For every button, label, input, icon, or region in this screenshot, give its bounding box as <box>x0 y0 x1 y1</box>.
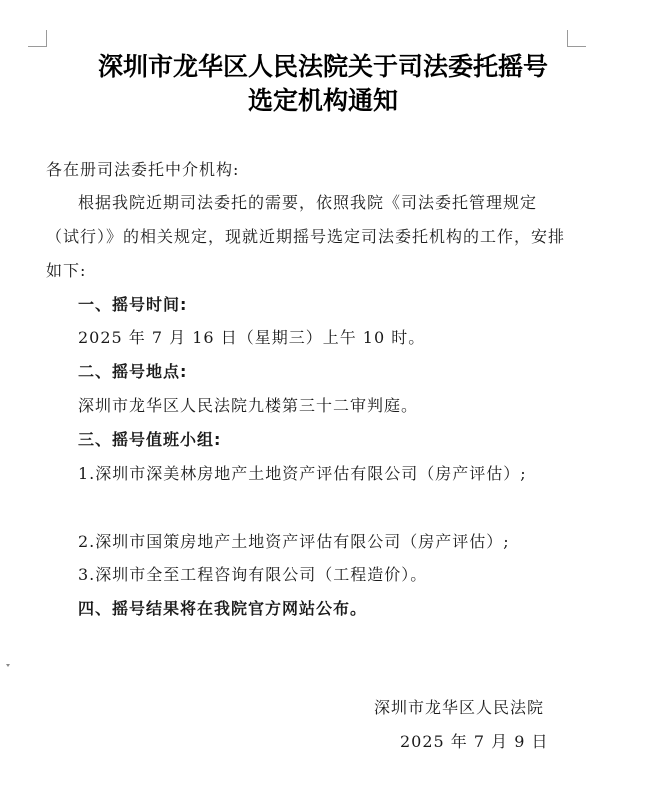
section-2-content: 深圳市龙华区人民法院九楼第三十二审判庭。 <box>78 396 419 415</box>
signature-org: 深圳市龙华区人民法院 <box>374 698 545 717</box>
signature-date: 2025 年 7 月 9 日 <box>400 732 549 751</box>
section-2-heading: 二、摇号地点: <box>78 362 188 381</box>
crop-mark-top-right <box>567 30 586 47</box>
margin-marker-icon <box>6 664 10 667</box>
section-1-content: 2025 年 7 月 16 日（星期三）上午 10 时。 <box>78 328 426 347</box>
duty-item-1: 1.深圳市深美林房地产土地资产评估有限公司（房产评估）; <box>78 464 527 483</box>
intro-paragraph: 根据我院近期司法委托的需要，依照我院《司法委托管理规定（试行）》的相关规定，现就近期摇号选定司法委托机构的工作，安排如下: <box>46 193 566 280</box>
salutation: 各在册司法委托中介机构: <box>46 160 240 179</box>
crop-mark-top-left <box>28 30 47 47</box>
section-1-heading: 一、摇号时间: <box>78 295 188 314</box>
section-4-heading: 四、摇号结果将在我院官方网站公布。 <box>78 599 368 618</box>
title-line-2: 选定机构通知 <box>247 86 398 115</box>
document-title <box>40 50 606 118</box>
duty-item-3: 3.深圳市全至工程咨询有限公司（工程造价）。 <box>78 565 428 584</box>
duty-item-2: 2.深圳市国策房地产土地资产评估有限公司（房产评估）; <box>78 532 510 551</box>
title-line-1: 深圳市龙华区人民法院关于司法委托摇号 <box>97 52 548 81</box>
section-3-heading: 三、摇号值班小组: <box>78 430 222 449</box>
